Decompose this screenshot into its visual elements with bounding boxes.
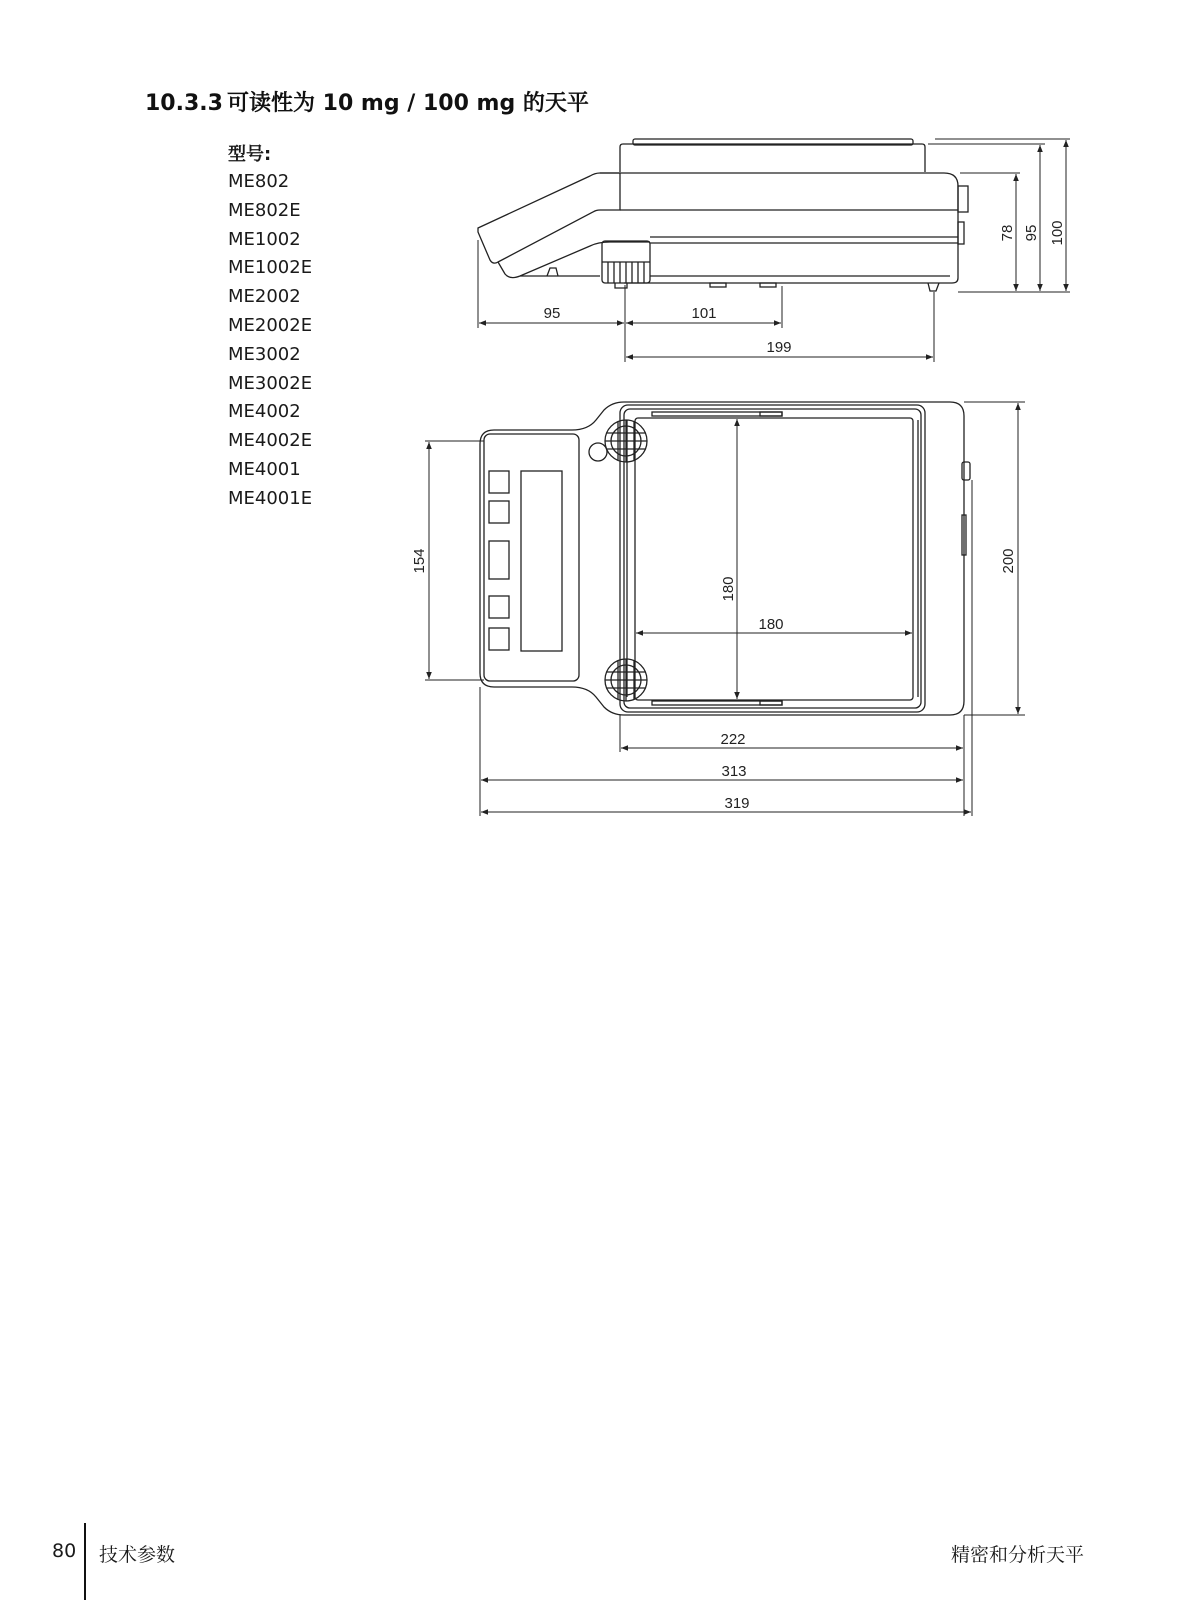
weighing-pan-top [635,418,913,700]
balance-body [600,173,958,283]
key-4 [489,596,509,618]
rear-foot-hatch [605,659,647,701]
list-item: ME1002 [228,228,301,250]
page-number: 80 [52,1540,77,1562]
dim-180-v: 180 [720,576,737,602]
list-item: ME802 [228,171,290,192]
dim-313: 313 [721,763,747,780]
dim-95-depth: 95 [543,305,561,322]
footer-title: 精密和分析天平 [950,1544,1084,1566]
dim-78: 78 [999,224,1016,242]
key-1 [489,471,509,493]
section-title: 可读性为 10 mg / 100 mg 的天平 [227,91,589,116]
key-5 [489,628,509,650]
dim-180-h: 180 [758,616,784,633]
dim-100: 100 [1049,220,1066,246]
list-item: ME802E [228,199,301,221]
list-item: ME4001 [228,458,301,480]
list-item: ME4002E [228,430,313,452]
key-3 [489,541,509,579]
dim-199: 199 [766,339,792,356]
level-indicator [589,443,607,461]
footer-divider [84,1523,86,1600]
dim-101: 101 [691,305,717,322]
top-view [480,402,970,715]
footer-section: 技术参数 [99,1544,176,1566]
list-item: ME1002E [228,257,313,279]
list-item: ME3002E [228,372,313,394]
front-foot-hatch [605,420,647,462]
dim-200: 200 [1000,548,1017,574]
display-window [521,471,562,651]
dim-319: 319 [724,795,750,812]
list-item: ME4002 [228,401,301,423]
section-number: 10.3.3 [145,91,223,116]
display-terminal [478,173,620,263]
list-item: ME3002 [228,343,301,365]
dim-154: 154 [411,548,428,574]
dim-222: 222 [720,731,746,748]
list-item: ME2002E [228,314,313,336]
list-item: ME4001E [228,487,313,509]
balance-outline [480,402,964,715]
models-label: 型号: [228,144,272,165]
list-item: ME2002 [228,286,301,308]
key-2 [489,501,509,523]
side-view [478,139,968,291]
dim-95-height: 95 [1023,224,1040,242]
